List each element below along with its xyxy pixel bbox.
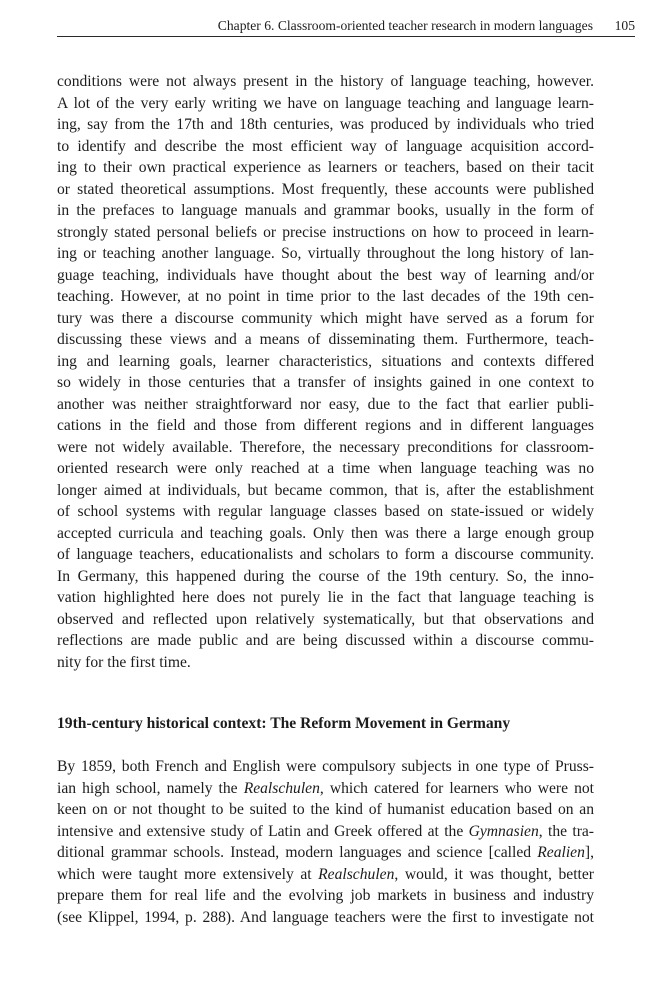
body-paragraph-1: [57, 71, 594, 673]
text-line: discussing these views and a means of disseminating them. Furthermore, teach-: [57, 331, 594, 348]
text-line: ing to their own practical experience as learners or teachers, based on their tacit: [57, 159, 594, 176]
text-line: (see Klippel, 1994, p. 288). And language teachers were the first to investigate not: [57, 908, 594, 926]
text-line: so widely in those centuries that a transfer of insights gained in one context to: [57, 374, 594, 391]
text-line: guage teaching, individuals have thought about the best way of learning and/or: [57, 266, 594, 284]
text-line: ian high school, namely the Realschulen, which catered for learners who were not: [57, 779, 595, 797]
text-line: ditional grammar schools. Instead, modern languages and science [called Realien],: [57, 844, 594, 861]
text-line: ing or teaching another language. So, virtually throughout the long history of lan-: [57, 245, 594, 262]
text-line: A lot of the very early writing we have on language teaching and language learn-: [57, 94, 594, 112]
text-line: tury was there a discourse community which might have served as a forum for: [57, 309, 594, 327]
text-line: vation highlighted here does not purely lie in the fact that language teaching is: [57, 589, 594, 606]
text-line: observed and reflected upon relatively systematically, but that observations and: [57, 610, 594, 628]
text-line: of school systems with regular language classes based on state-issued or widely: [57, 503, 594, 520]
chapter-title: Chapter 6. Classroom-oriented teacher research in modern languages: [217, 18, 593, 33]
text-line: reflections are made public and are being discussed within a discourse commu-: [57, 632, 594, 649]
text-line: oriented research were only reached at a time when language teaching was no: [57, 460, 594, 477]
text-line: another was neither straightforward nor easy, due to the fact that earlier publi-: [57, 395, 594, 413]
text-line: intensive and extensive study of Latin and Greek offered at the Gymnasien, the tra-: [57, 822, 594, 840]
text-line: or stated theoretical assumptions. Most frequently, these accounts were published: [57, 180, 594, 198]
section-heading: 19th-century historical context: The Reform Movement in Germany: [57, 715, 511, 732]
text-line: prepare them for real life and the evolving job markets in business and industry: [57, 887, 594, 904]
text-line: longer aimed at individuals, but became common, that is, after the establishment: [57, 481, 594, 499]
text-line: accepted curricula and teaching goals. Only then was there a large enough group: [57, 524, 594, 542]
body-paragraph-2: [57, 756, 594, 928]
text-line: in the prefaces to language manuals and grammar books, usually in the form of: [57, 202, 594, 219]
text-line: ing, say from the 17th and 18th centuries, was produced by individuals who tried: [57, 116, 594, 133]
text-line: keen on or not thought to be suited to the kind of humanist education based on an: [57, 801, 594, 818]
text-line: of language teachers, educationalists and scholars to form a discourse community.: [57, 546, 594, 563]
text-line: were not widely available. Therefore, the necessary preconditions for classroom-: [57, 438, 594, 456]
page-number: 105: [614, 18, 635, 33]
text-line: which were taught more extensively at Realschulen, would, it was thought, better: [57, 865, 594, 883]
text-line: ing and learning goals, learner characteristics, situations and contexts differed: [57, 352, 594, 370]
text-line: to identify and describe the most efficient way of language acquisition accord-: [57, 137, 594, 155]
text-line: strongly stated personal beliefs or precise instructions on how to proceed in learn-: [57, 223, 594, 241]
text-line: conditions were not always present in the history of language teaching, however.: [57, 73, 594, 90]
running-head: [57, 14, 635, 37]
text-line: In Germany, this happened during the course of the 19th century. So, the inno-: [57, 567, 594, 585]
text-line: cations in the field and those from different regions and in different languages: [57, 417, 594, 434]
text-line: nity for the first time.: [57, 653, 191, 671]
text-line: By 1859, both French and English were compulsory subjects in one type of Pruss-: [57, 758, 594, 775]
text-line: teaching. However, at no point in time prior to the last decades of the 19th cen-: [57, 288, 594, 305]
